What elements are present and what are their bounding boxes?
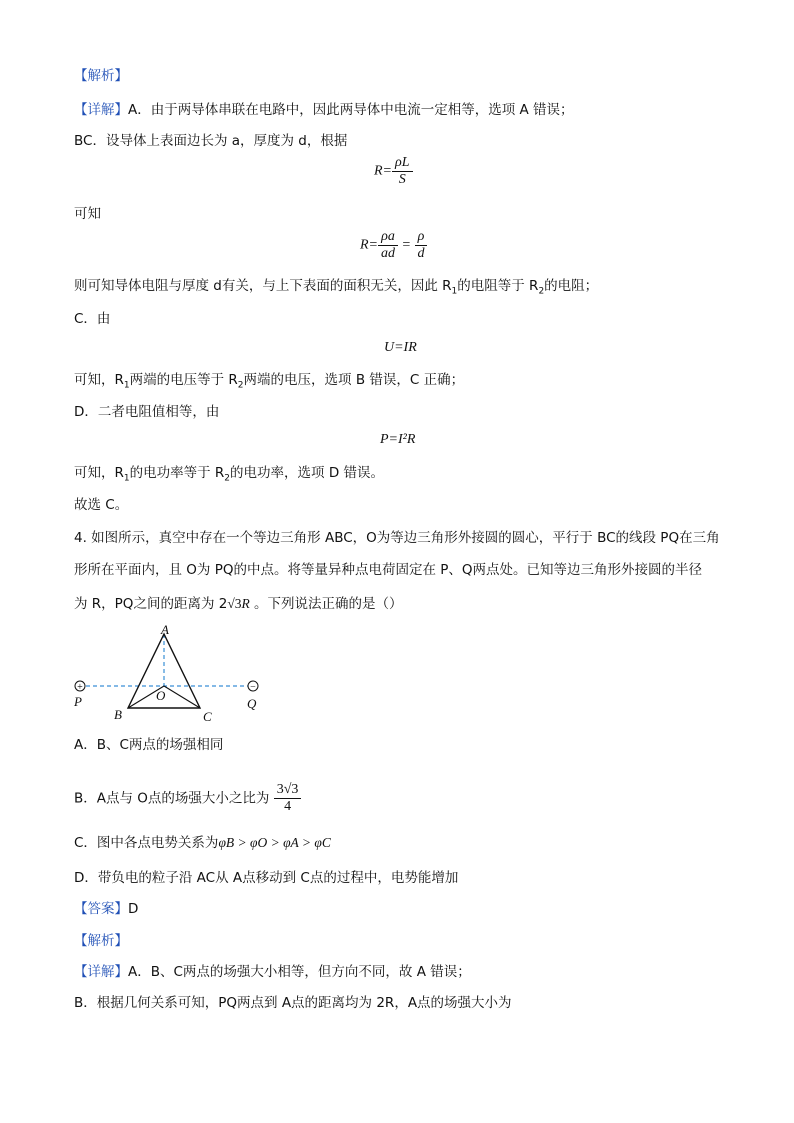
charge-q-sign: − (250, 682, 256, 693)
line-thickness: 则可知导体电阻与厚度 d有关，与上下表面的面积无关，因此 $R_1$的电阻等于 $R_2$的电阻； (74, 278, 599, 297)
option-c: C．图中各点电势关系为φB > φO > φA > φC (74, 835, 331, 851)
detail-tag: 【详解】 (74, 102, 128, 118)
detail-line-bc: BC．设导体上表面边长为 a，厚度为 d，根据 (74, 133, 348, 149)
label-p: P (74, 694, 82, 709)
detail-tag-2: 【详解】 (74, 964, 128, 980)
analysis-tag: 【解析】 (74, 68, 128, 84)
label-q: Q (247, 696, 257, 711)
question-line-2: 形所在平面内，且 O为 PQ的中点。将等量异种点电荷固定在 P、Q两点处。已知等边三角形外接圆的半径 (74, 562, 703, 578)
line-choose-c: 故选 C。 (74, 497, 129, 513)
detail-line-2a: 【详解】A．B、C两点的场强大小相等，但方向不同，故 A 错误； (74, 964, 471, 980)
line-power: 可知，$R_1$的电功率等于 $R_2$的电功率，选项 D 错误。 (74, 465, 385, 484)
question-line-1: 4. 如图所示，真空中存在一个等边三角形 ABC，O为等边三角形外接圆的圆心，平行于 BC的线段 PQ在三角 (74, 530, 720, 546)
answer-line (74, 900, 138, 918)
line-d-equal: D．二者电阻值相等，由 (74, 404, 220, 420)
answer-value: D (128, 901, 139, 917)
formula-power: P=I²R (380, 432, 416, 447)
triangle-diagram (68, 622, 268, 732)
detail-line-2b: B．根据几何关系可知，PQ两点到 A点的距离均为 2R，A点的场强大小为 (74, 995, 512, 1011)
option-a: A．B、C两点的场强相同 (74, 737, 224, 753)
label-b: B (114, 707, 122, 722)
line-voltage: 可知，$R_1$两端的电压等于 $R_2$两端的电压，选项 B 错误，C 正确； (74, 372, 465, 391)
detail-a-text: A．由于两导体串联在电路中，因此两导体中电流一定相等，选项 A 错误； (128, 102, 574, 118)
formula-resistance-derived: R= $\frac{\rho a}{ad}$ = $\frac{\rho}{d}$ (360, 229, 427, 262)
option-d: D．带负电的粒子沿 AC从 A点移动到 C点的过程中，电势能增加 (74, 870, 459, 886)
answer-tag: 【答案】 (74, 901, 128, 917)
analysis-tag-2: 【解析】 (74, 933, 128, 949)
line-kezhi-1: 可知 (74, 206, 101, 222)
label-o: O (156, 688, 166, 703)
formula-resistance: R= $\frac{\rho L}{S}$ (374, 155, 413, 188)
question-line-3: 为 R，PQ之间的距离为 2√3R 。下列说法正确的是（） (74, 596, 403, 612)
charge-p-sign: + (77, 682, 83, 693)
detail-line-a (74, 101, 574, 119)
label-c: C (203, 709, 212, 724)
formula-ohm: U=IR (384, 340, 417, 355)
line-c-you: C．由 (74, 311, 111, 327)
label-a: A (161, 622, 169, 637)
option-b: B．A点与 O点的场强大小之比为 $\frac{3√3}{4}$ (74, 782, 301, 815)
